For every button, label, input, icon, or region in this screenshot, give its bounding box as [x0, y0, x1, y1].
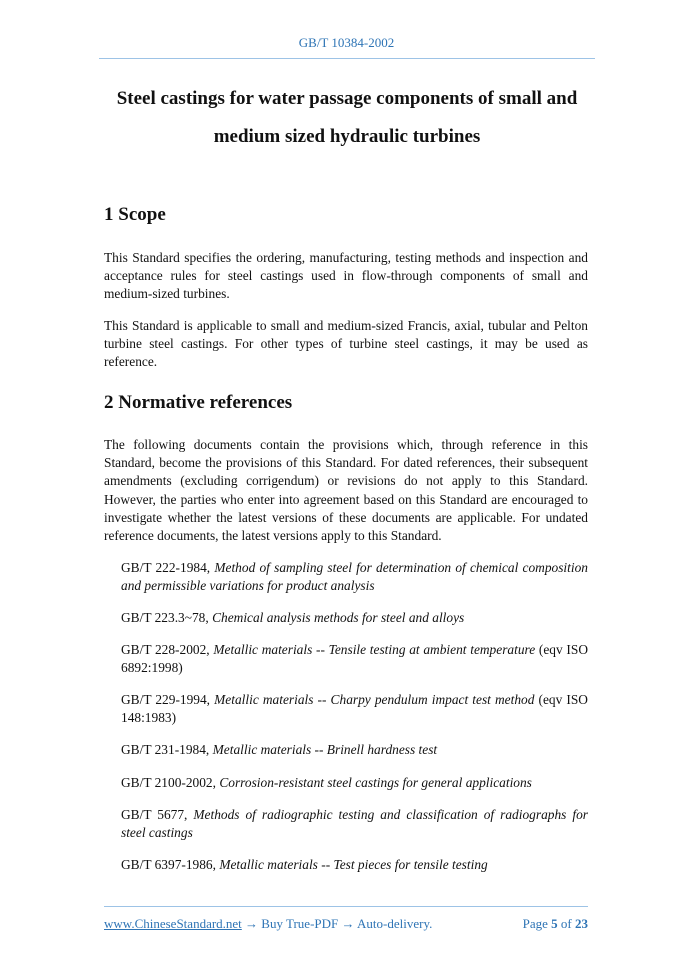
reference-code: GB/T 229-1994, [121, 692, 215, 707]
reference-title: Corrosion-resistant steel castings for general applications [219, 775, 532, 790]
reference-item [121, 559, 588, 595]
header-divider [99, 58, 595, 59]
title-line-1: Steel castings for water passage components of small and [116, 88, 578, 109]
arrow-right-icon: → [338, 916, 358, 931]
reference-item [121, 774, 588, 792]
section-heading-scope: 1 Scope [104, 204, 166, 225]
reference-title: Metallic materials -- Tensile testing at ambient temperature [213, 642, 536, 657]
reference-suffix: (eqv ISO 148:1983) [121, 692, 588, 726]
auto-delivery-text: Auto-delivery. [357, 916, 433, 931]
page-number [523, 916, 588, 932]
scope-paragraph-2: This Standard is applicable to small and medium-sized Francis, axial, tubular and Pelton turbine steel castings. For other types of turbine steel castings, it may be used as reference. [104, 318, 588, 370]
reference-code: GB/T 222-1984, [121, 560, 215, 575]
section-heading-normative-references: 2 Normative references [104, 392, 293, 413]
of-label: of [560, 916, 572, 931]
scope-paragraph-1: This Standard specifies the ordering, manufacturing, testing methods and inspection and acceptance rules for steel castings used in flow-through components of small and medium-sized turbines. [104, 250, 588, 302]
title-line-2: medium sized hydraulic turbines [213, 126, 481, 147]
website-link[interactable]: www.ChineseStandard.net [104, 916, 242, 931]
arrow-right-icon: → [241, 916, 262, 931]
normative-intro-paragraph: The following documents contain the provisions which, through reference in this Standard, become the provisions of this Standard. For dated references, their subsequent amendments (excluding corrigendum) or revisions do not apply to this Standard. However, the parties who enter into agreement based on this Standard are encouraged to investigate whether the latest versions of these documents are applicable. For undated reference documents, the latest versions apply to this Standard. [104, 437, 588, 544]
reference-code: GB/T 231-1984, [121, 742, 213, 757]
reference-item [121, 806, 588, 842]
reference-title: Metallic materials -- Charpy pendulum impact test method [214, 692, 535, 707]
reference-title: Metallic materials -- Test pieces for tensile testing [219, 857, 488, 872]
reference-item [121, 691, 588, 727]
reference-code: GB/T 6397-1986, [121, 857, 220, 872]
footer-promo [104, 916, 432, 932]
page-current: 5 [551, 916, 558, 931]
footer-divider [104, 906, 588, 907]
page-total: 23 [575, 916, 588, 931]
buy-true-pdf-text: Buy True-PDF [261, 916, 339, 931]
reference-suffix: (eqv ISO 6892:1998) [121, 642, 588, 676]
reference-title: Methods of radiographic testing and classification of radiographs for steel castings [121, 807, 588, 841]
reference-item [121, 741, 588, 759]
page-label: Page [522, 916, 548, 931]
reference-item [121, 609, 588, 627]
reference-title: Method of sampling steel for determination of chemical composition and permissible variations for product analysis [121, 560, 588, 594]
reference-title: Metallic materials -- Brinell hardness test [212, 742, 438, 757]
reference-code: GB/T 228-2002, [121, 642, 214, 657]
reference-item [121, 856, 588, 874]
reference-item [121, 641, 588, 677]
reference-code: GB/T 2100-2002, [121, 775, 220, 790]
header-doc-code: GB/T 10384-2002 [298, 35, 395, 50]
reference-title: Chemical analysis methods for steel and alloys [212, 610, 465, 625]
reference-code: GB/T 223.3~78, [121, 610, 213, 625]
document-title [99, 80, 595, 156]
reference-code: GB/T 5677, [121, 807, 194, 822]
